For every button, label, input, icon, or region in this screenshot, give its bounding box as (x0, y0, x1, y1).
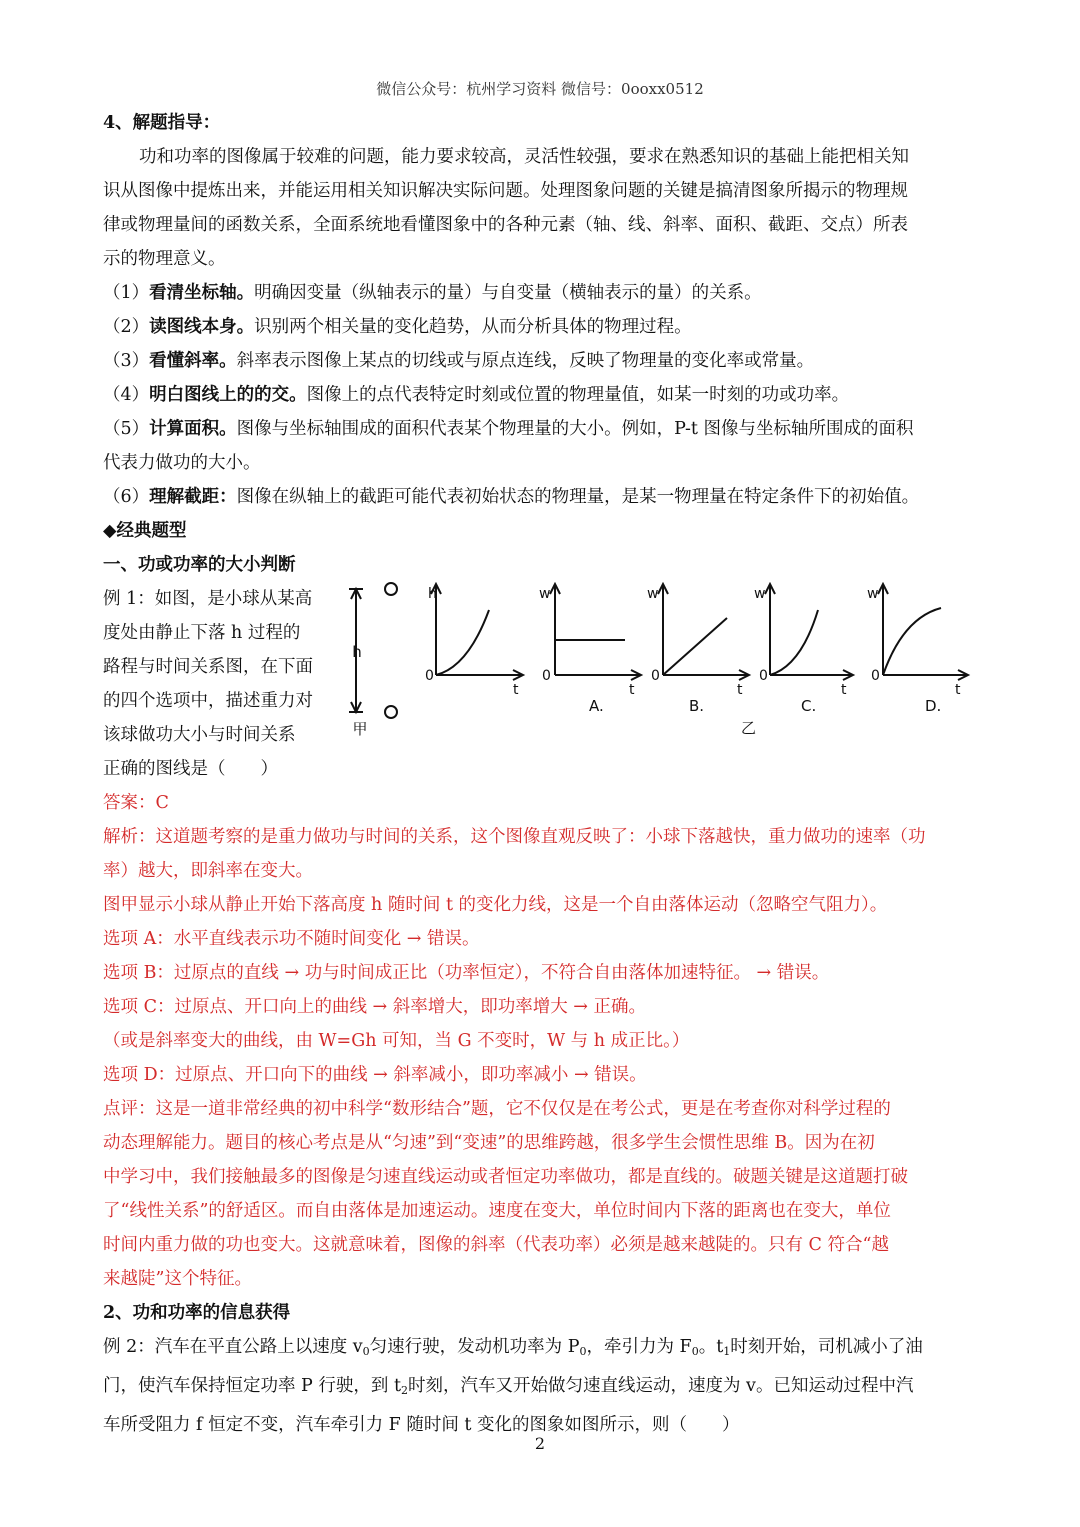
axis-label-t: t (841, 682, 847, 698)
analysis-line: 选项 B：过原点的直线 → 功与时间成正比（功率恒定），不符合自由落体加速特征。 → 错误。 (103, 963, 830, 983)
intro-line-4: 示的物理意义。 (103, 249, 226, 269)
tip-4: （4）明白图线上的的交。图像上的点代表特定时刻或位置的物理量值，如某一时刻的功或功率。 (103, 385, 850, 405)
classic-title: ◆经典题型 (103, 521, 187, 541)
analysis-line: 率）越大，即斜率在变大。 (103, 861, 313, 881)
axis-label-t: t (955, 682, 961, 698)
example-1-text (103, 582, 331, 786)
axis-label-t: t (629, 682, 635, 698)
comment-line: 点评：这是一道非常经典的初中科学“数形结合”题，它不仅仅是在考公式，更是在考查你对科学过程的 (103, 1099, 891, 1119)
intro-line-2: 识从图像中提炼出来，并能运用相关知识解决实际问题。处理图象问题的关键是搞清图象所揭示的物理规 (103, 181, 908, 201)
example-1 (103, 582, 978, 786)
graph-option-d (878, 584, 968, 680)
example-2-line-3: 车所受阻力 f 恒定不变，汽车牵引力 F 随时间 t 变化的图象如图所示，则（ ） (103, 1415, 740, 1435)
tip-5: （5）计算面积。图像与坐标轴围成的面积代表某个物理量的大小。例如，P-t 图像与坐标轴所围成的面积 (103, 419, 914, 439)
part1-title: 一、功或功率的大小判断 (103, 555, 296, 575)
tip-1: （1）看清坐标轴。明确因变量（纵轴表示的量）与自变量（横轴表示的量）的关系。 (103, 283, 762, 303)
origin-label: 0 (542, 668, 551, 684)
example-1-figures (343, 582, 983, 782)
analysis-line: 选项 C：过原点、开口向上的曲线 → 斜率增大，即功率增大 → 正确。 (103, 997, 647, 1017)
example-1-line: 的四个选项中，描述重力对 (103, 691, 313, 711)
origin-label: 0 (759, 668, 768, 684)
axis-label-w: w (867, 586, 879, 602)
answer: 答案：C (103, 793, 169, 813)
comment-line: 动态理解能力。题目的核心考点是从“匀速”到“变速”的思维跨越，很多学生会惯性思维 B。因为在初 (103, 1133, 875, 1153)
section-4-title: 4、解题指导： (103, 113, 221, 133)
page-content (103, 106, 978, 1442)
comment-line: 来越陡”这个特征。 (103, 1269, 252, 1289)
axis-label-h: h (428, 586, 437, 602)
analysis-line: 解析：这道题考察的是重力做功与时间的关系，这个图像直观反映了：小球下落越快，重力做功的速率（功 (103, 827, 926, 847)
graph-option-b (658, 584, 749, 680)
analysis-line: 图甲显示小球从静止开始下落高度 h 随时间 t 的变化力线，这是一个自由落体运动（忽略空气阻力）。 (103, 895, 888, 915)
ball-top-icon (385, 583, 397, 595)
origin-label: 0 (425, 668, 434, 684)
option-c-label: C. (801, 697, 817, 715)
axis-label-t: t (513, 682, 519, 698)
example-1-line: 正确的图线是（ ） (103, 759, 278, 779)
ball-bottom-icon (385, 706, 397, 718)
label-yi: 乙 (741, 719, 757, 737)
tip-3: （3）看懂斜率。斜率表示图像上某点的切线或与原点连线，反映了物理量的变化率或常量。 (103, 351, 815, 371)
axis-label-w: w (647, 586, 659, 602)
example-1-line: 该球做功大小与时间关系 (103, 725, 296, 745)
option-a-label: A. (589, 697, 604, 715)
axis-label-w: w (539, 586, 551, 602)
intro-line-1: 功和功率的图像属于较难的问题，能力要求较高，灵活性较强，要求在熟悉知识的基础上能把相关知 (139, 147, 909, 167)
comment-line: 时间内重力做的功也变大。这就意味着，图像的斜率（代表功率）必须是越来越陡的。只有 C 符合“越 (103, 1235, 889, 1255)
comment-line: 中学习中，我们接触最多的图像是匀速直线运动或者恒定功率做功，都是直线的。破题关键是这道题打破 (103, 1167, 908, 1187)
analysis-line: 选项 D：过原点、开口向下的曲线 → 斜率减小，即功率减小 → 错误。 (103, 1065, 647, 1085)
tip-5-cont: 代表力做功的大小。 (103, 453, 261, 473)
page-header: 微信公众号：杭州学习资料 微信号：0ooxx0512 (376, 80, 704, 98)
tip-6: （6）理解截距：图像在纵轴上的截距可能代表初始状态的物理量，是某一物理量在特定条件下的初始值。 (103, 487, 920, 507)
example-1-line: 路程与时间关系图，在下面 (103, 657, 313, 677)
intro-line-3: 律或物理量间的函数关系，全面系统地看懂图象中的各种元素（轴、线、斜率、面积、截距、交点）所表 (103, 215, 908, 235)
tip-2: （2）读图线本身。识别两个相关量的变化趋势，从而分析具体的物理过程。 (103, 317, 692, 337)
analysis-line: （或是斜率变大的曲线，由 W=Gh 可知，当 G 不变时，W 与 h 成正比。） (103, 1031, 690, 1051)
axis-label-w: w (754, 586, 766, 602)
graph-option-a (550, 584, 641, 680)
example-2-line-2: 门，使汽车保持恒定功率 P 行驶，到 $t_2$时刻，汽车又开始做匀速直线运动，速度为 v。已知运动过程中汽 (103, 1376, 914, 1397)
analysis-line: 选项 A：水平直线表示功不随时间变化 → 错误。 (103, 929, 480, 949)
example-1-line: 例 1：如图，是小球从某高 (103, 589, 313, 609)
graph-option-c (765, 584, 853, 680)
comment-line: 了“线性关系”的舒适区。而自由落体是加速运动。速度在变大，单位时间内下落的距离也在变大，单位 (103, 1201, 891, 1221)
option-b-label: B. (689, 697, 705, 715)
page-number: 2 (534, 1434, 546, 1453)
axis-label-t: t (737, 682, 743, 698)
example-1-line: 度处由静止下落 h 过程的 (103, 623, 301, 643)
part2-title: 2、功和功率的信息获得 (103, 1303, 291, 1323)
example-2-line-1: 例 2：汽车在平直公路上以速度 $v_0$匀速行驶，发动机功率为 $P_0$，牵引力为 $F_0$。$t_1$时刻开始，司机减小了油 (103, 1337, 923, 1358)
label-jia: 甲 (352, 720, 368, 738)
origin-label: 0 (871, 668, 880, 684)
origin-label: 0 (651, 668, 660, 684)
label-h: h (352, 643, 362, 661)
graph-h-t (431, 584, 523, 680)
option-d-label: D. (925, 697, 942, 715)
